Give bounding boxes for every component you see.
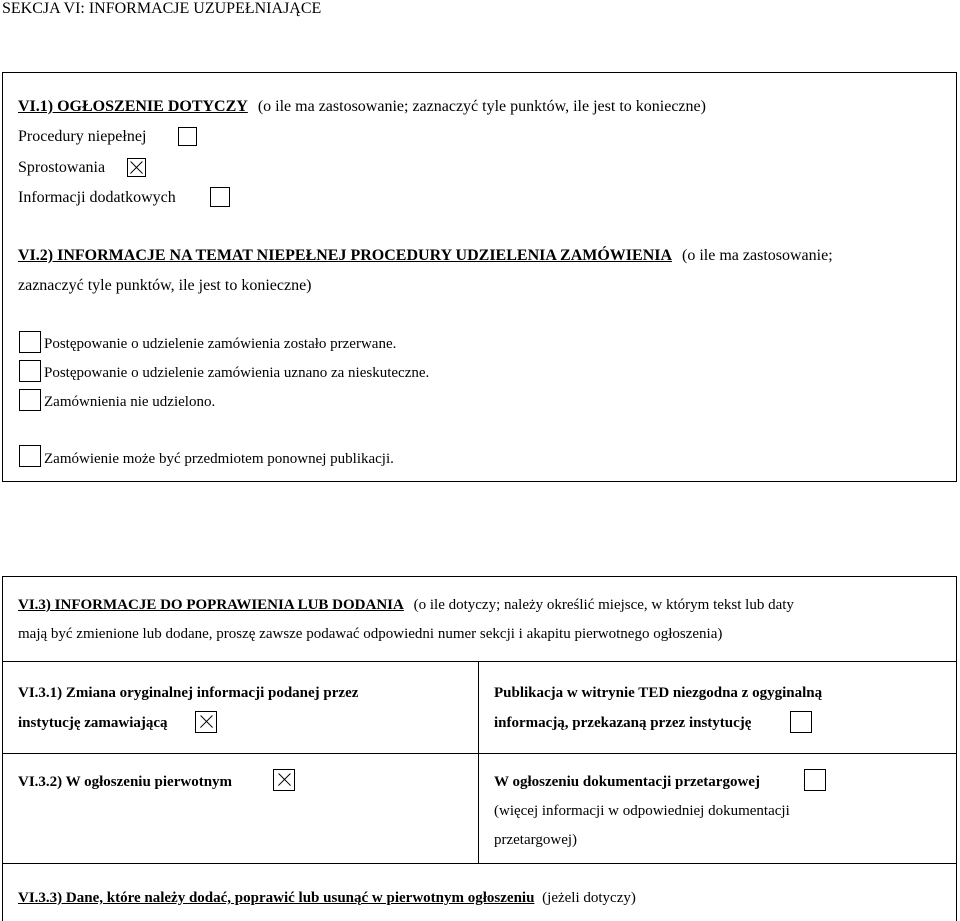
vi31-checkbox[interactable] bbox=[195, 711, 217, 733]
vi3-divider-top bbox=[2, 661, 957, 662]
vi1-checkbox-sprostowania[interactable] bbox=[127, 158, 146, 177]
vi1-option-procedury[interactable] bbox=[18, 128, 146, 146]
ted-label-line1: Publikacja w witrynie TED niezgodna z ogyginalną bbox=[494, 685, 823, 701]
docs-note-line2: przetargowej) bbox=[494, 832, 578, 848]
vi2-option-przerwane: Postępowanie o udzielenie zamówienia zostało przerwane. bbox=[44, 336, 397, 352]
ted-label-line2: informacją, przekazaną przez instytucję bbox=[494, 715, 752, 731]
vi2-option-nieskuteczne: Postępowanie o udzielenie zamówienia uznano za nieskuteczne. bbox=[44, 365, 430, 381]
vi32-label: VI.3.2) W ogłoszeniu pierwotnym bbox=[18, 774, 233, 790]
section-title: SEKCJA VI: INFORMACJE UZUPEŁNIAJĄCE bbox=[2, 0, 322, 17]
vi33-row bbox=[18, 890, 636, 907]
vi2-option-ponownej-publikacji: Zamówienie może być przedmiotem ponownej publikacji. bbox=[44, 451, 394, 467]
vi1-checkbox-procedury[interactable] bbox=[178, 127, 197, 146]
vi3-note-line2: mają być zmienione lub dodane, proszę zawsze podawać odpowiedni numer sekcji i akapitu pierwotnego ogłoszenia) bbox=[18, 626, 723, 642]
vi3-divider-mid bbox=[2, 753, 957, 754]
docs-label: W ogłoszeniu dokumentacji przetargowej bbox=[494, 774, 760, 790]
vi31-label-line2: instytucję zamawiającą bbox=[18, 715, 168, 731]
vi1-option-label: Procedury niepełnej bbox=[18, 128, 147, 145]
vi2-checkbox-ponownej-publikacji[interactable] bbox=[19, 445, 41, 467]
vi1-option-label: Informacji dodatkowych bbox=[18, 189, 176, 206]
vi3-note-line1: (o ile dotyczy; należy określić miejsce, w którym tekst lub daty bbox=[413, 597, 794, 613]
vi1-option-label: Sprostowania bbox=[18, 159, 106, 176]
vi32-checkbox[interactable] bbox=[273, 769, 295, 791]
vi1-checkbox-informacji[interactable] bbox=[210, 187, 230, 207]
vi33-note: (jeżeli dotyczy) bbox=[542, 890, 636, 906]
vi3-column-divider bbox=[478, 661, 479, 863]
vi3-heading-row bbox=[18, 597, 794, 614]
vi3-divider-bottom bbox=[2, 863, 957, 864]
vi1-heading-row bbox=[18, 98, 706, 116]
vi3-heading: VI.3) INFORMACJE DO POPRAWIENIA LUB DODANIA bbox=[18, 597, 404, 613]
vi2-note-line1: (o ile ma zastosowanie; bbox=[682, 247, 833, 264]
vi1-heading: VI.1) OGŁOSZENIE DOTYCZY bbox=[18, 98, 248, 115]
vi1-note: (o ile ma zastosowanie; zaznaczyć tyle punktów, ile jest to konieczne) bbox=[257, 98, 706, 115]
docs-note-line1: (więcej informacji w odpowiedniej dokumentacji bbox=[494, 803, 790, 819]
vi2-checkbox-nieskuteczne[interactable] bbox=[19, 360, 41, 382]
docs-checkbox[interactable] bbox=[804, 769, 826, 791]
vi2-checkbox-przerwane[interactable] bbox=[19, 331, 41, 353]
vi31-label-line1: VI.3.1) Zmiana oryginalnej informacji podanej przez bbox=[18, 685, 359, 701]
vi33-label: VI.3.3) Dane, które należy dodać, poprawić lub usunąć w pierwotnym ogłoszeniu bbox=[18, 890, 535, 906]
ted-checkbox[interactable] bbox=[790, 711, 812, 733]
vi2-option-nie-udzielono: Zamównienia nie udzielono. bbox=[44, 394, 216, 410]
vi2-heading: VI.2) INFORMACJE NA TEMAT NIEPEŁNEJ PROCEDURY UDZIELENIA ZAMÓWIENIA bbox=[18, 247, 673, 264]
vi2-checkbox-nie-udzielono[interactable] bbox=[19, 389, 41, 411]
vi1-option-sprostowania[interactable] bbox=[18, 159, 105, 177]
vi1-option-informacji[interactable] bbox=[18, 189, 176, 207]
vi2-heading-row bbox=[18, 247, 833, 265]
vi2-note-line2: zaznaczyć tyle punktów, ile jest to konieczne) bbox=[18, 277, 312, 294]
